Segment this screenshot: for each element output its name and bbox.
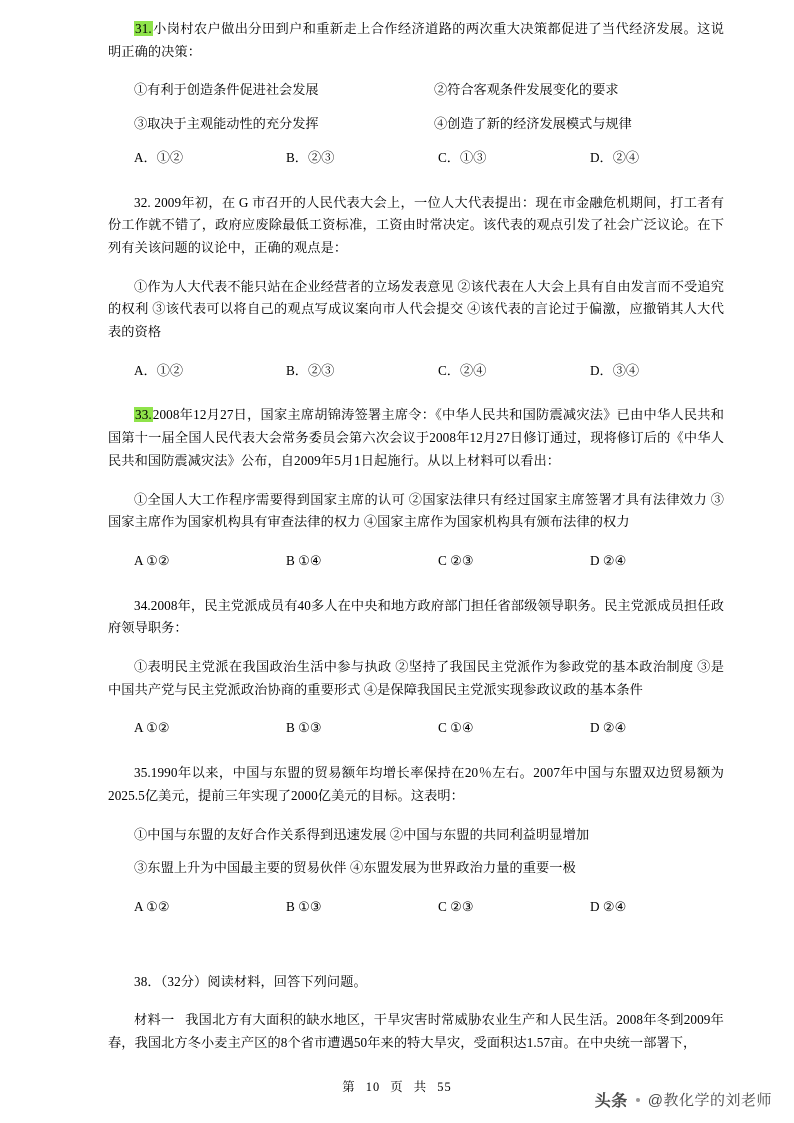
answer-a: A ①② — [134, 552, 170, 568]
answer-a: A ①② — [134, 720, 170, 736]
option-4: ④创造了新的经济发展模式与规律 — [434, 116, 632, 132]
footer-total-label: 共 — [413, 1080, 428, 1094]
watermark-author: @教化学的刘老师 — [647, 1092, 772, 1109]
question-35-number: 35. — [134, 765, 151, 781]
question-31-number: 31. — [135, 21, 152, 36]
question-block-38 — [108, 971, 724, 1055]
question-33-stem — [108, 404, 724, 472]
question-38-material — [108, 1009, 724, 1054]
question-32-options: ①作为人大代表不能只站在企业经营者的立场发表意见 ②该代表在人大会上具有自由发言而不受追究的权利 ③该代表可以将自己的观点写成议案向市人代会提交 ④该代表的言论过于偏激，应撤销其人大代表的资格 — [108, 278, 724, 340]
question-31-answers — [108, 147, 724, 170]
question-35-stem — [108, 762, 724, 807]
question-35-text: 1990年以来，中国与东盟的贸易额年均增长率保持在20％左右。2007年中国与东盟双边贸易额为2025.5亿美元，提前三年实现了2000亿美元的目标。这表明： — [108, 765, 724, 803]
question-34-stem — [108, 595, 724, 640]
question-block-33 — [108, 404, 724, 572]
answer-d: D ②④ — [590, 720, 627, 736]
question-34-options: ①表明民主党派在我国政治生活中参与执政 ②坚持了我国民主党派作为参政党的基本政治制度 ③是中国共产党与民主党派政治协商的重要形式 ④是保障我国民主党派实现参政议政的基本条件 — [108, 659, 724, 697]
option-2: ②符合客观条件发展变化的要求 — [434, 82, 619, 98]
answer-b: B．②③ — [286, 362, 335, 378]
question-31-options-row-1 — [108, 79, 724, 102]
question-block-35 — [108, 762, 724, 919]
question-33-answers — [108, 550, 724, 573]
question-block-32 — [108, 192, 724, 383]
answer-c: C ②③ — [438, 552, 474, 568]
answer-b: B ①④ — [286, 552, 322, 568]
question-32-number: 32. — [134, 194, 151, 210]
question-33-number: 33. — [135, 407, 152, 423]
answer-d: D．②④ — [590, 149, 640, 165]
option-3: ③取决于主观能动性的充分发挥 — [134, 116, 319, 132]
answer-b: B．②③ — [286, 149, 335, 165]
toutiao-logo: 头条 — [594, 1093, 628, 1110]
answer-c: C．②④ — [438, 362, 487, 378]
answer-a: A ①② — [134, 898, 170, 914]
footer-middle: 页 — [390, 1080, 404, 1094]
question-32-text: 2009年初，在 G 市召开的人民代表大会上，一位人大代表提出：现在市金融危机期间，打工者有份工作就不错了，政府应废除最低工资标准，工资由时常决定。该代表的观点引发了社会广泛议论。在下列有关该问题的议论中，正确的观点是： — [108, 194, 724, 255]
question-31-options-row-2 — [108, 113, 724, 136]
answer-d: D．③④ — [590, 362, 640, 378]
separator-dot-icon — [636, 1098, 640, 1102]
option-1: ①有利于创造条件促进社会发展 — [134, 82, 319, 98]
answer-c: C ②③ — [438, 898, 474, 914]
question-35-options-line-2: ③东盟上升为中国最主要的贸易伙伴 ④东盟发展为世界政治力量的重要一极 — [134, 860, 576, 876]
question-34-number: 34. — [134, 597, 151, 613]
question-32-stem — [108, 192, 724, 260]
question-block-34 — [108, 595, 724, 741]
answer-a: A．①② — [134, 362, 184, 378]
footer-page-number: 10 — [365, 1080, 381, 1094]
material-label: 材料一 — [134, 1012, 175, 1028]
question-32-answers — [108, 360, 724, 383]
footer-total: 55 — [437, 1080, 452, 1094]
answer-a: A．①② — [134, 149, 184, 165]
answer-c: C．①③ — [438, 149, 487, 165]
question-31-stem — [108, 18, 724, 63]
footer-prefix: 第 — [342, 1080, 356, 1094]
question-35-options-line-1: ①中国与东盟的友好合作关系得到迅速发展 ②中国与东盟的共同利益明显增加 — [134, 826, 590, 842]
material-text: 我国北方有大面积的缺水地区，干旱灾害时常威胁农业生产和人民生活。2008年冬到2009年春，我国北方冬小麦主产区的8个省市遭遇50年来的特大旱灾，受面积达1.57亩。在中央统一部署下， — [108, 1012, 724, 1051]
question-33-text: 2008年12月27日，国家主席胡锦涛签署主席令：《中华人民共和国防震减灾法》已由中华人民共和国第十一届全国人民代表大会常务委员会第六次会议于2008年12月27日修订通过，现将修订后的《中华人民共和国防震减灾法》公布，自2009年5月1日起施行。从以上材料可以看出： — [108, 407, 724, 468]
watermark — [595, 1088, 772, 1111]
answer-d: D ②④ — [590, 552, 627, 568]
question-38-number: 38． — [134, 973, 161, 989]
answer-b: B ①③ — [286, 720, 322, 736]
question-block-31 — [108, 18, 724, 170]
answer-b: B ①③ — [286, 898, 322, 914]
question-31-text: 小岗村农户做出分田到户和重新走上合作经济道路的两次重大决策都促进了当代经济发展。这说明正确的决策： — [108, 21, 724, 59]
question-33-options: ①全国人大工作程序需要得到国家主席的认可 ②国家法律只有经过国家主席签署才具有法律效力 ③国家主席作为国家机构具有审查法律的权力 ④国家主席作为国家机构具有颁布法律的权力 — [108, 491, 724, 530]
question-34-answers — [108, 717, 724, 740]
answer-c: C ①④ — [438, 720, 474, 736]
question-38-instruction: 阅读材料，回答下列问题。 — [207, 973, 367, 989]
question-38-score: （32分） — [160, 973, 208, 989]
answer-d: D ②④ — [590, 898, 627, 914]
question-34-text: 2008年，民主党派成员有40多人在中央和地方政府部门担任省部级领导职务。民主党派成员担任政府领导职务： — [108, 597, 724, 636]
question-38-stem — [108, 971, 724, 994]
question-35-answers — [108, 896, 724, 919]
